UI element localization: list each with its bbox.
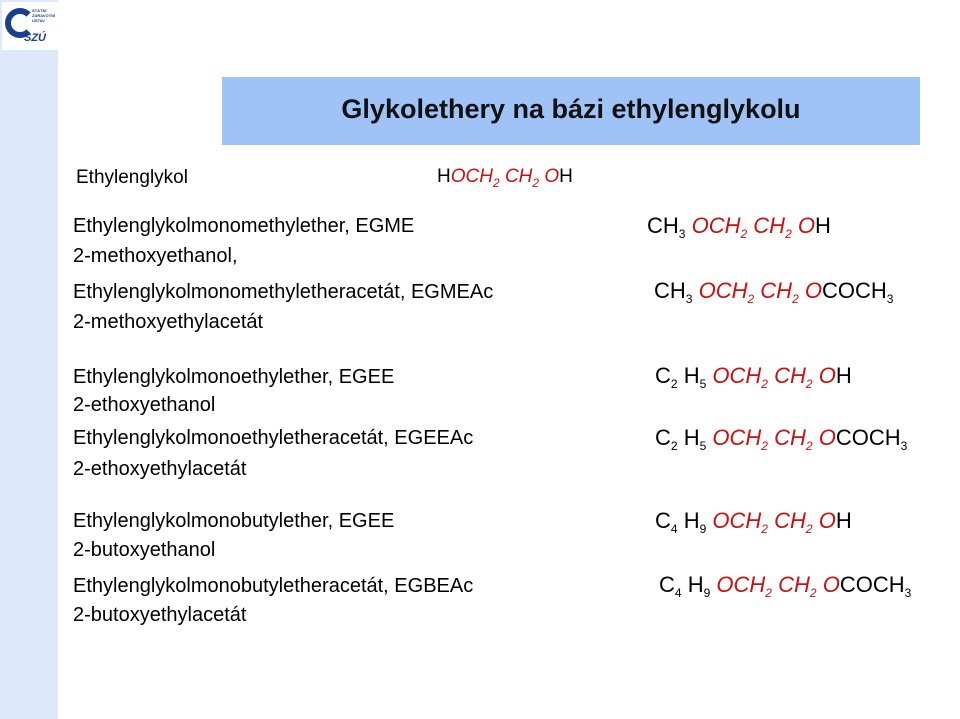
egee-name: Ethylenglykolmonoethylether, EGEE [73, 366, 395, 388]
egmea-formula: $CH_3$ $OCH_2$ $CH_2$ $OCOCH_3$ [654, 278, 894, 306]
egeea-alt-name: 2-ethoxyethylacetát [73, 458, 247, 480]
left-sidebar [0, 0, 58, 719]
egeea-formula: $C_2$ $H_5$ $OCH_2$ $CH_2$ $OCOCH_3$ [655, 425, 908, 453]
egmea-alt-name: 2-methoxyethylacetát [73, 311, 264, 333]
logo-text: SZÚ [24, 32, 46, 44]
egbea-name: Ethylenglykolmonobutyletheracetát, EGBEAc [73, 575, 474, 597]
egbe-alt-name: 2-butoxyethanol [73, 539, 216, 561]
szu-logo [2, 2, 58, 50]
egeea-name: Ethylenglykolmonoethyletheracetát, EGEEAc [73, 427, 474, 449]
egme-alt-name: 2-methoxyethanol, [73, 245, 238, 267]
egbea-alt-name: 2-butoxyethylacetát [73, 604, 247, 626]
egbe-formula: $C_4$ $H_9$ $OCH_2$ $CH_2$ OH [655, 508, 852, 536]
title-box [222, 77, 920, 145]
egee-formula: $C_2$ $H_5$ $OCH_2$ $CH_2$ OH [655, 363, 852, 391]
ethylenglykol-formula: $HOCH_2$ $CH_2$ OH [437, 166, 573, 190]
egme-name: Ethylenglykolmonomethylether, EGME [73, 215, 415, 237]
egbea-formula: $C_4$ $H_9$ $OCH_2$ $CH_2$ $OCOCH_3$ [659, 572, 912, 600]
egmea-name: Ethylenglykolmonomethyletheracetát, EGMEAc [73, 281, 494, 303]
logo-small-text: STÁTNÍ ZDRAVOTNÍ ÚSTAV [32, 8, 56, 23]
page-title: Glykolethery na bázi ethylenglykolu [341, 94, 801, 124]
egbe-name: Ethylenglykolmonobutylether, EGEE [73, 510, 395, 532]
ethylenglykol-label: Ethylenglykol [76, 167, 188, 188]
egme-formula: $CH_3$ $OCH_2$ $CH_2$ OH [647, 213, 831, 241]
egee-alt-name: 2-ethoxyethanol [73, 394, 216, 416]
